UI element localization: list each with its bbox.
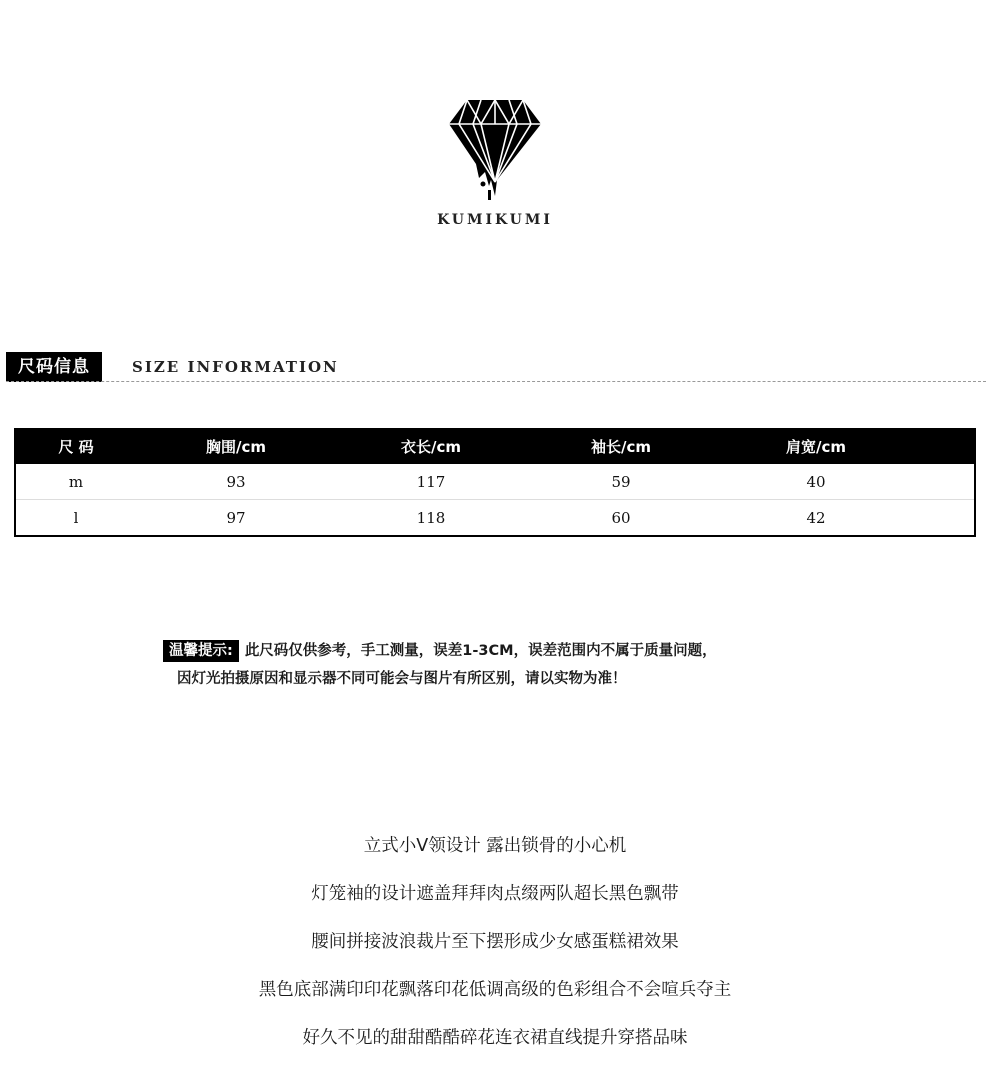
table-cell: 60 bbox=[611, 508, 631, 527]
section-divider bbox=[6, 381, 986, 382]
brand-name: KUMIKUMI bbox=[437, 212, 553, 228]
section-title-cn: 尺码信息 bbox=[6, 352, 102, 382]
table-cell: m bbox=[68, 472, 84, 491]
table-cell: 117 bbox=[416, 472, 446, 491]
table-cell: 97 bbox=[226, 508, 246, 527]
table-cell: l bbox=[73, 508, 79, 527]
description-line: 腰间拼接波浪裁片至下摆形成少女感蛋糕裙效果 bbox=[311, 932, 679, 952]
table-cell: 42 bbox=[806, 508, 826, 527]
size-section-header bbox=[6, 352, 986, 384]
table-cell: 40 bbox=[806, 472, 826, 491]
column-header: 胸围/cm bbox=[205, 437, 266, 456]
table-header-row bbox=[16, 428, 974, 464]
table-cell: 118 bbox=[416, 508, 446, 527]
table-cell: 59 bbox=[611, 472, 631, 491]
product-description bbox=[0, 830, 990, 1070]
column-header: 尺 码 bbox=[58, 437, 94, 456]
notice-text-1: 此尺码仅供参考，手工测量，误差1-3CM，误差范围内不属于质量问题， bbox=[244, 643, 717, 659]
description-line: 黑色底部满印印花飘落印花低调高级的色彩组合不会喧兵夺主 bbox=[258, 980, 732, 1000]
column-header: 肩宽/cm bbox=[785, 437, 846, 456]
size-table bbox=[14, 428, 976, 537]
table-row bbox=[16, 464, 974, 499]
description-line: 好久不见的甜甜酷酷碎花连衣裙直线提升穿搭品味 bbox=[302, 1028, 688, 1048]
size-notice bbox=[163, 637, 843, 693]
description-line: 灯笼袖的设计遮盖拜拜肉点缀两队超长黑色飘带 bbox=[311, 884, 679, 904]
table-cell: 93 bbox=[226, 472, 246, 491]
notice-line bbox=[163, 637, 843, 665]
column-header: 袖长/cm bbox=[590, 437, 651, 456]
notice-label: 温馨提示: bbox=[163, 640, 239, 662]
column-header: 衣长/cm bbox=[400, 437, 461, 456]
notice-text-2: 因灯光拍摄原因和显示器不同可能会与图片有所区别，请以实物为准！ bbox=[177, 671, 627, 687]
description-line: 立式小V领设计 露出锁骨的小心机 bbox=[363, 836, 627, 856]
diamond-drip-icon bbox=[445, 94, 545, 204]
table-row bbox=[16, 499, 974, 535]
section-title-en: SIZE INFORMATION bbox=[132, 358, 339, 376]
